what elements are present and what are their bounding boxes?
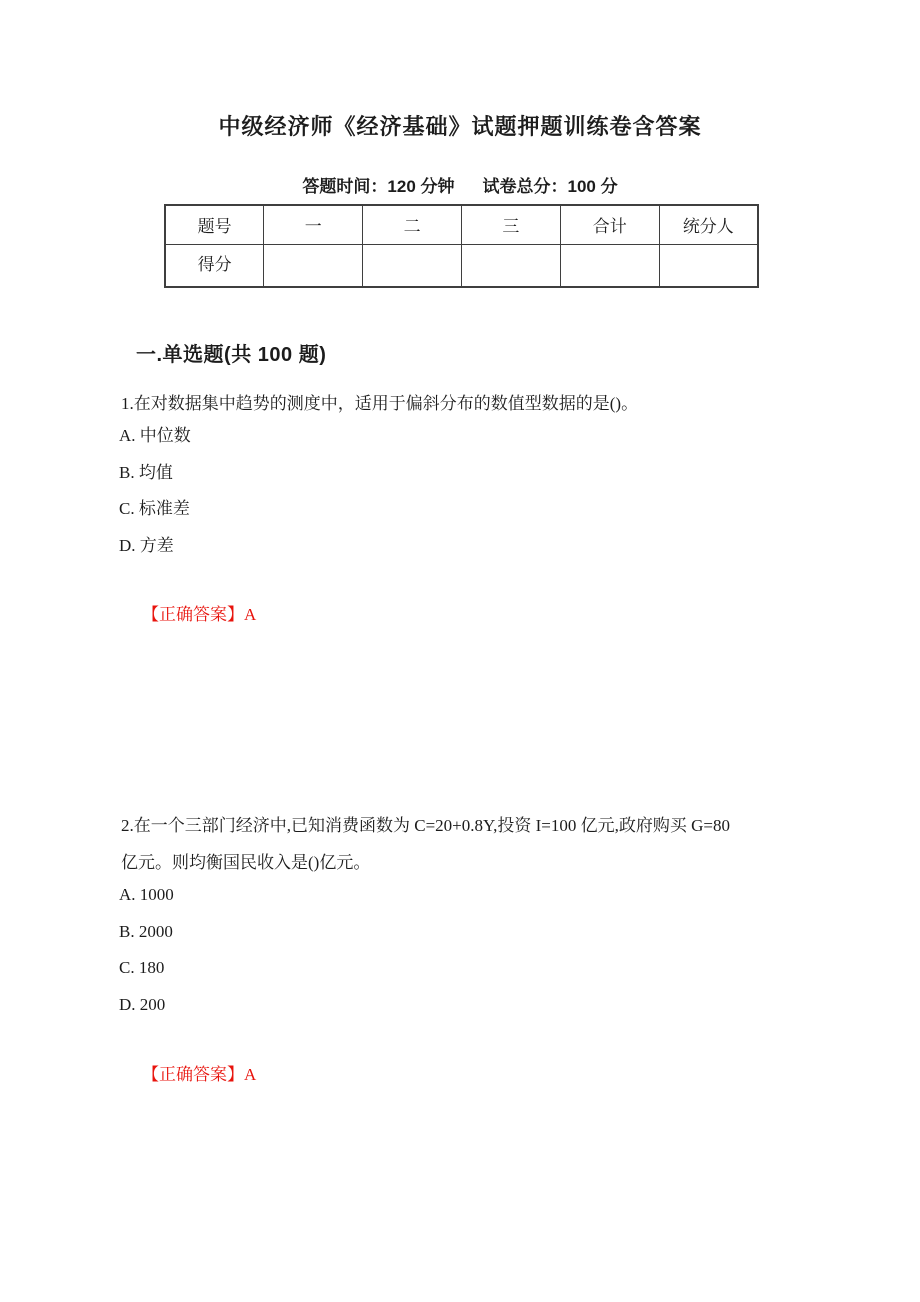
correct-answer-label: 【正确答案】	[142, 1065, 244, 1084]
options-list	[119, 877, 174, 1023]
option-item: C. 标准差	[119, 499, 190, 518]
option-item: D. 方差	[119, 535, 174, 555]
table-row	[165, 244, 758, 287]
question-text: 1.在对数据集中趋势的测度中，适用于偏斜分布的数值型数据的是()。	[121, 394, 639, 413]
score-table-header-cell: 题号	[165, 205, 264, 244]
score-table-body	[165, 244, 758, 287]
option-item: C. 180	[119, 958, 165, 977]
option-item: B. 2000	[119, 921, 173, 941]
options-list	[119, 418, 191, 564]
exam-info-line	[0, 174, 920, 200]
correct-answer-label: 【正确答案】	[142, 605, 244, 624]
score-table-header-cell: 合计	[560, 205, 659, 244]
score-cell-empty	[461, 244, 560, 287]
correct-answer-line	[142, 1064, 256, 1086]
score-cell-empty	[363, 244, 462, 287]
correct-answer-value: A	[244, 605, 257, 624]
exam-total-score-label: 试卷总分：100 分	[482, 177, 618, 196]
score-cell-empty	[560, 244, 659, 287]
exam-time-label: 答题时间：120 分钟	[302, 177, 455, 196]
page-title: 中级经济师《经济基础》试题押题训练卷含答案	[218, 114, 702, 139]
score-table-header-cell: 一	[264, 205, 363, 244]
option-item: A. 中位数	[119, 426, 191, 445]
table-row	[165, 205, 758, 244]
score-cell-empty	[659, 244, 758, 287]
correct-answer-value: A	[244, 1065, 257, 1084]
section-heading: 一.单选题(共 100 题)	[136, 344, 327, 366]
score-table-header-cell: 三	[461, 205, 560, 244]
score-table-header-row	[165, 205, 758, 244]
correct-answer-line	[142, 604, 256, 626]
score-table	[164, 204, 759, 288]
option-item: D. 200	[119, 994, 166, 1014]
score-table-header-cell: 统分人	[659, 205, 758, 244]
option-item: B. 均值	[119, 462, 173, 482]
score-row-label-cell: 得分	[165, 244, 264, 287]
question-text: 2.在一个三部门经济中,已知消费函数为 C=20+0.8Y,投资 I=100 亿元,政府购买 G=80 亿元。则均衡国民收入是()亿元。	[121, 816, 730, 872]
score-table-header-cell: 二	[363, 205, 462, 244]
score-cell-empty	[264, 244, 363, 287]
option-item: A. 1000	[119, 885, 174, 904]
